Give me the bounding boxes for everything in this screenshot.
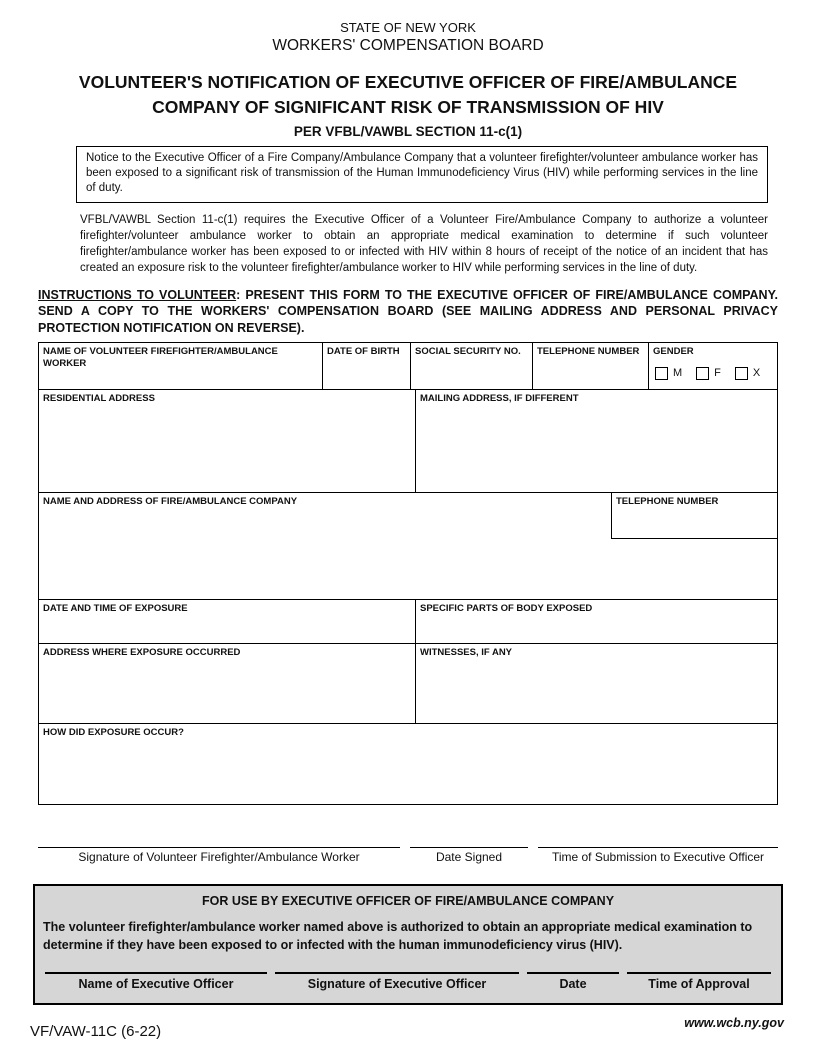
submission-time-field[interactable] bbox=[538, 847, 778, 864]
gender-option-x[interactable] bbox=[735, 367, 760, 380]
executive-date-label: Date bbox=[559, 977, 587, 992]
form-title-line2: COMPANY OF SIGNIFICANT RISK OF TRANSMISSION OF HIV bbox=[152, 97, 664, 118]
executive-signature-line bbox=[275, 972, 519, 974]
form-title bbox=[38, 70, 778, 121]
ssn-field[interactable] bbox=[411, 343, 533, 389]
submission-time-label: Time of Submission to Executive Officer bbox=[551, 850, 765, 865]
executive-name-line bbox=[45, 972, 267, 974]
date-signed-line bbox=[410, 847, 528, 848]
residential-address-label: RESIDENTIAL ADDRESS bbox=[43, 393, 155, 405]
ssn-label: SOCIAL SECURITY NO. bbox=[415, 346, 521, 358]
agency-name: WORKERS' COMPENSATION BOARD bbox=[272, 37, 544, 54]
executive-signature-label: Signature of Executive Officer bbox=[307, 977, 487, 992]
how-exposure-label: HOW DID EXPOSURE OCCUR? bbox=[43, 727, 184, 739]
submission-time-line bbox=[538, 847, 778, 848]
volunteer-info-table bbox=[38, 342, 778, 805]
exposure-datetime-label: DATE AND TIME OF EXPOSURE bbox=[43, 603, 188, 615]
executive-section-title: FOR USE BY EXECUTIVE OFFICER OF FIRE/AMBULANCE COMPANY bbox=[201, 894, 615, 909]
exposure-datetime-field[interactable] bbox=[39, 600, 416, 643]
table-row-company bbox=[39, 493, 777, 600]
date-signed-label: Date Signed bbox=[435, 850, 503, 865]
instructions-label: INSTRUCTIONS TO VOLUNTEER bbox=[38, 287, 237, 302]
gender-option-m[interactable] bbox=[655, 367, 682, 380]
approval-time-line bbox=[627, 972, 771, 974]
executive-signature-row bbox=[43, 972, 773, 991]
company-name-address-field[interactable] bbox=[39, 493, 611, 599]
form-subtitle: PER VFBL/VAWBL SECTION 11-c(1) bbox=[293, 123, 523, 139]
how-exposure-field[interactable] bbox=[39, 724, 777, 804]
table-row-addresses bbox=[39, 390, 777, 493]
table-row-identity bbox=[39, 343, 777, 390]
exposure-address-label: ADDRESS WHERE EXPOSURE OCCURRED bbox=[43, 647, 241, 659]
website-url: www.wcb.ny.gov bbox=[684, 1016, 784, 1030]
gender-option-f-label: F bbox=[714, 367, 721, 380]
name-label: NAME OF VOLUNTEER FIREFIGHTER/AMBULANCE WORKER bbox=[43, 346, 278, 369]
exposure-address-field[interactable] bbox=[39, 644, 416, 723]
instructions-paragraph bbox=[38, 287, 778, 337]
checkbox-f-icon[interactable] bbox=[696, 367, 709, 380]
mailing-address-field[interactable] bbox=[416, 390, 777, 492]
date-of-birth-label: DATE OF BIRTH bbox=[327, 346, 400, 358]
gender-option-f[interactable] bbox=[696, 367, 721, 380]
notice-box: Notice to the Executive Officer of a Fire Company/Ambulance Company that a volunteer firefighter/volunteer ambulance worker has been exposed to a significant risk of transmission of the Human Immunodeficiency Virus (HIV) while performing services in the line of duty. bbox=[76, 146, 768, 204]
volunteer-signature-label: Signature of Volunteer Firefighter/Ambulance Worker bbox=[78, 850, 360, 865]
approval-time-field[interactable] bbox=[627, 972, 771, 991]
body-parts-label: SPECIFIC PARTS OF BODY EXPOSED bbox=[420, 603, 593, 615]
volunteer-signature-row bbox=[38, 847, 778, 864]
volunteer-signature-line bbox=[38, 847, 400, 848]
volunteer-signature-field[interactable] bbox=[38, 847, 400, 864]
approval-time-label: Time of Approval bbox=[648, 977, 750, 992]
gender-option-m-label: M bbox=[673, 367, 683, 380]
executive-name-field[interactable] bbox=[45, 972, 267, 991]
executive-officer-section bbox=[33, 884, 783, 1005]
gender-field bbox=[649, 343, 777, 389]
witnesses-label: WITNESSES, IF ANY bbox=[420, 647, 513, 659]
mailing-address-label: MAILING ADDRESS, IF DIFFERENT bbox=[420, 393, 579, 405]
table-row-exposure-location bbox=[39, 644, 777, 724]
state-name: STATE OF NEW YORK bbox=[340, 20, 476, 35]
gender-option-x-label: X bbox=[752, 367, 761, 380]
intro-paragraph: VFBL/VAWBL Section 11-c(1) requires the Executive Officer of a Volunteer Fire/Ambulance Company to authorize a volunteer firefighter/volunteer ambulance worker to obtain an appropriate medical examination to determine if such volunteer firefighter/ambulance worker has been exposed to or infected with HIV within 8 hours of receipt of the notice of an incident that has created an exposure risk to the volunteer firefighter/ambulance worker to HIV while performing services in the line of duty. bbox=[80, 214, 768, 274]
checkbox-m-icon[interactable] bbox=[655, 367, 668, 380]
executive-name-label: Name of Executive Officer bbox=[78, 977, 234, 992]
form-number: VF/VAW-11C (6-22) bbox=[30, 1023, 162, 1040]
agency-header bbox=[38, 20, 778, 55]
table-row-exposure-datetime bbox=[39, 600, 777, 644]
company-telephone-label: TELEPHONE NUMBER bbox=[616, 496, 719, 508]
name-field[interactable] bbox=[39, 343, 323, 389]
gender-options bbox=[655, 367, 773, 380]
telephone-label: TELEPHONE NUMBER bbox=[537, 346, 640, 358]
instructions-text: : PRESENT THIS FORM TO THE EXECUTIVE OFFICER OF FIRE/AMBULANCE COMPANY. SEND A COPY TO THE WORKERS' COMPENSATION BOARD (SEE MAILING ADDRESS AND PERSONAL PRIVACY PROTECTION NOTIFICATION ON REVERSE). bbox=[38, 287, 778, 335]
residential-address-field[interactable] bbox=[39, 390, 416, 492]
company-phone-column bbox=[611, 493, 777, 599]
telephone-field[interactable] bbox=[533, 343, 649, 389]
executive-date-field[interactable] bbox=[527, 972, 619, 991]
checkbox-x-icon[interactable] bbox=[735, 367, 748, 380]
executive-authorization-text: The volunteer firefighter/ambulance worker named above is authorized to obtain an appropriate medical examination to determine if they have been exposed to or infected with the human immunodeficiency virus (HIV). bbox=[43, 920, 753, 953]
witnesses-field[interactable] bbox=[416, 644, 777, 723]
form-title-line1: VOLUNTEER'S NOTIFICATION OF EXECUTIVE OFFICER OF FIRE/AMBULANCE bbox=[78, 72, 738, 92]
date-signed-field[interactable] bbox=[410, 847, 528, 864]
date-of-birth-field[interactable] bbox=[323, 343, 411, 389]
company-name-address-label: NAME AND ADDRESS OF FIRE/AMBULANCE COMPANY bbox=[43, 496, 298, 508]
executive-date-line bbox=[527, 972, 619, 974]
body-parts-field[interactable] bbox=[416, 600, 777, 643]
company-telephone-field[interactable] bbox=[611, 493, 777, 539]
gender-label: GENDER bbox=[653, 346, 694, 358]
executive-signature-field[interactable] bbox=[275, 972, 519, 991]
table-row-how-exposure bbox=[39, 724, 777, 804]
